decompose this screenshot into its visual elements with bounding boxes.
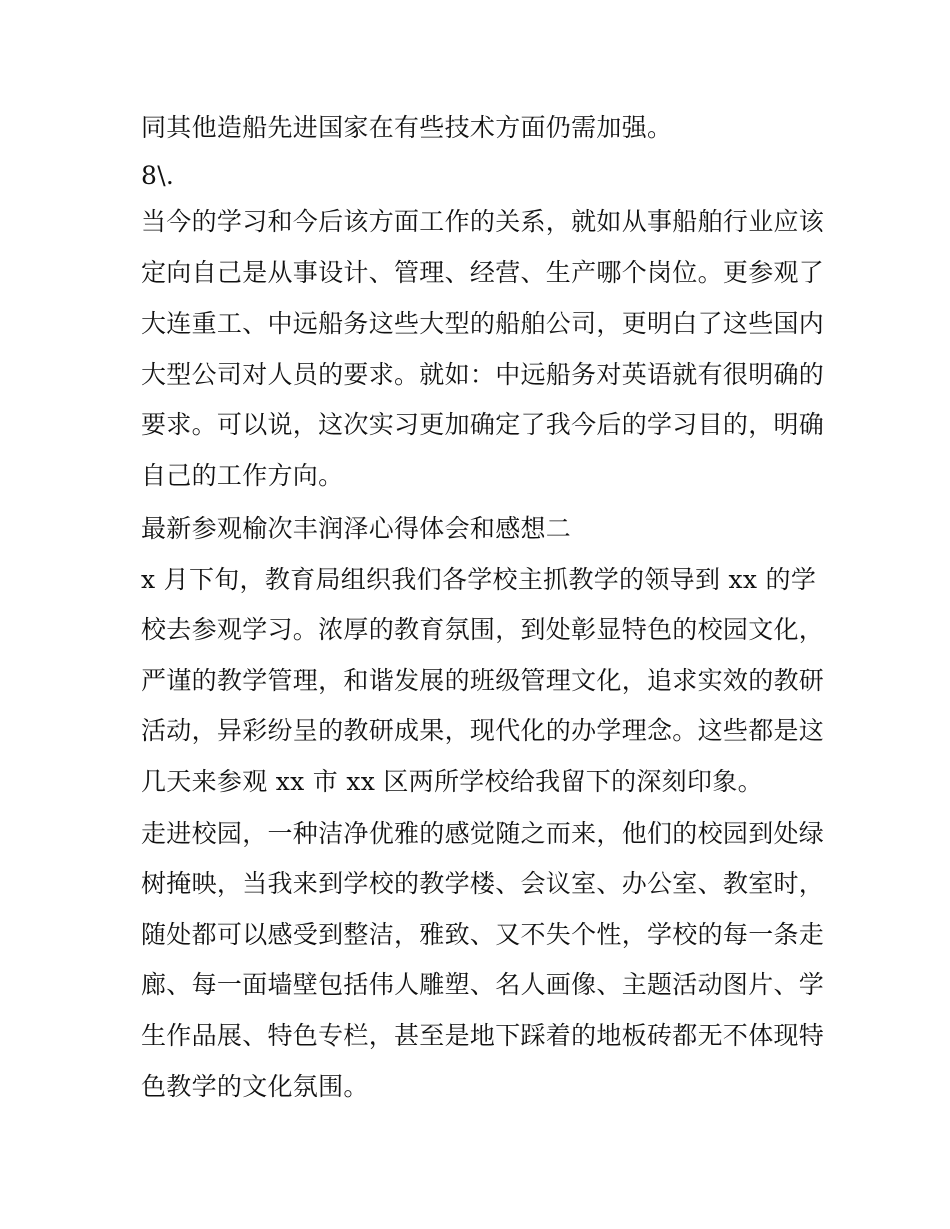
text-line: 大连重工、中远船务这些大型的船舶公司，更明白了这些国内 [141, 309, 825, 338]
text-line: 定向自己是从事设计、管理、经营、生产哪个岗位。更参观了 [141, 258, 825, 287]
text-line: 要求。可以说，这次实习更加确定了我今后的学习目的，明确 [141, 410, 825, 439]
text-line: 校去参观学习。浓厚的教育氛围，到处彰显特色的校园文化， [141, 615, 825, 644]
text-line: 严谨的教学管理，和谐发展的班级管理文化，追求实效的教研 [141, 666, 825, 695]
text-line: 树掩映，当我来到学校的教学楼、会议室、办公室、教室时， [141, 869, 825, 898]
text-line: 随处都可以感受到整洁，雅致、又不失个性，学校的每一条走 [141, 920, 825, 949]
text-line: x 月下旬，教育局组织我们各学校主抓教学的领导到 xx 的学 [141, 565, 817, 594]
text-line: 走进校园，一种洁净优雅的感觉随之而来，他们的校园到处绿 [141, 819, 825, 848]
text-line: 色教学的文化氛围。 [141, 1072, 369, 1101]
section-heading: 最新参观榆次丰润泽心得体会和感想二 [141, 514, 572, 543]
text-line: 生作品展、特色专栏，甚至是地下踩着的地板砖都无不体现特 [141, 1021, 825, 1050]
text-line: 廊、每一面墙壁包括伟人雕塑、名人画像、主题活动图片、学 [141, 970, 825, 999]
text-line: 8\. [141, 161, 175, 190]
text-line: 自己的工作方向。 [141, 461, 344, 490]
text-line: 几天来参观 xx 市 xx 区两所学校给我留下的深刻印象。 [141, 767, 763, 796]
text-line: 当今的学习和今后该方面工作的关系，就如从事船舶行业应该 [141, 207, 825, 236]
text-line: 同其他造船先进国家在有些技术方面仍需加强。 [141, 113, 673, 142]
text-line: 活动，异彩纷呈的教研成果，现代化的办学理念。这些都是这 [141, 716, 825, 745]
text-line: 大型公司对人员的要求。就如：中远船务对英语就有很明确的 [141, 360, 825, 389]
